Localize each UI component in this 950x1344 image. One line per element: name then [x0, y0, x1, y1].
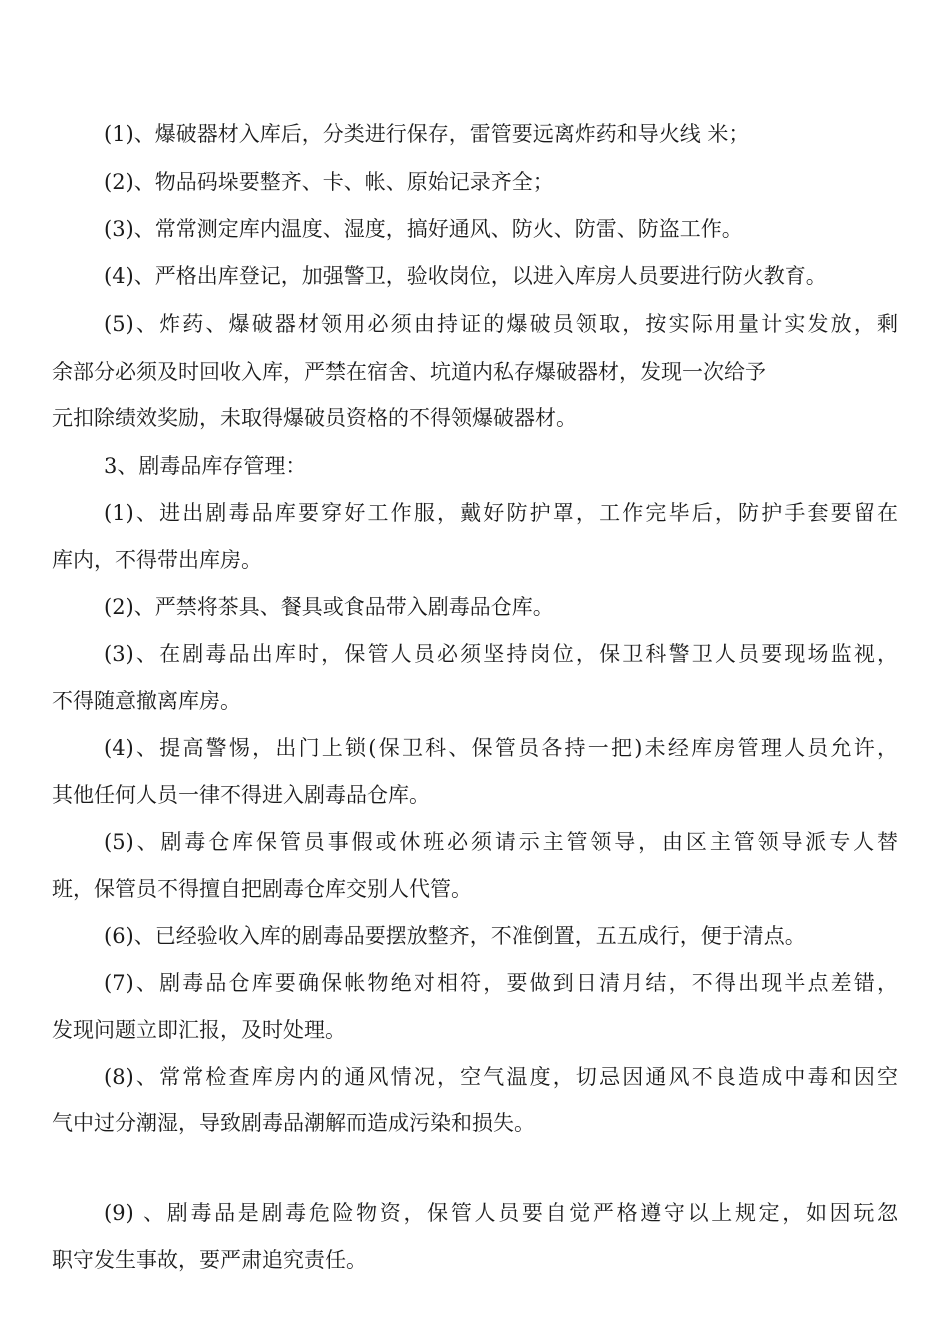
- paragraph-line: (3)、在剧毒品出库时，保管人员必须坚持岗位，保卫科警卫人员要现场监视，: [104, 642, 898, 666]
- paragraph-line: (4)、提高警惕，出门上锁(保卫科、保管员各持一把)未经库房管理人员允许，: [104, 736, 898, 760]
- paragraph-line: (7)、剧毒品仓库要确保帐物绝对相符，要做到日清月结，不得出现半点差错，: [104, 971, 898, 995]
- paragraph-line: (2)、物品码垛要整齐、卡、帐、原始记录齐全；: [104, 170, 554, 194]
- paragraph-line: (6)、已经验收入库的剧毒品要摆放整齐，不准倒置，五五成行，便于清点。: [104, 924, 806, 948]
- paragraph-line: 班，保管员不得擅自把剧毒仓库交别人代管。: [52, 877, 472, 901]
- section-heading: 3、剧毒品库存管理：: [104, 454, 307, 478]
- paragraph-line: 其他任何人员一律不得进入剧毒品仓库。: [52, 783, 430, 807]
- paragraph-line: (5)、炸药、爆破器材领用必须由持证的爆破员领取，按实际用量计实发放，剩: [104, 312, 898, 336]
- paragraph-line: 职守发生事故，要严肃追究责任。: [52, 1248, 367, 1272]
- paragraph-line: (8)、常常检查库房内的通风情况，空气温度，切忌因通风不良造成中毒和因空: [104, 1065, 898, 1089]
- paragraph-line: (9) 、剧毒品是剧毒危险物资，保管人员要自觉严格遵守以上规定，如因玩忽: [104, 1201, 898, 1225]
- paragraph-line: (3)、常常测定库内温度、湿度，搞好通风、防火、防雷、防盗工作。: [104, 217, 743, 241]
- paragraph-line: (2)、严禁将茶具、餐具或食品带入剧毒品仓库。: [104, 595, 554, 619]
- paragraph-line: 库内，不得带出库房。: [52, 548, 262, 572]
- paragraph-line: 气中过分潮湿，导致剧毒品潮解而造成污染和损失。: [52, 1111, 535, 1135]
- paragraph-line: 元扣除绩效奖励，未取得爆破员资格的不得领爆破器材。: [52, 406, 577, 430]
- paragraph-line: (1)、爆破器材入库后，分类进行保存，雷管要远离炸药和导火线 米；: [104, 122, 750, 146]
- paragraph-line: (1)、进出剧毒品库要穿好工作服，戴好防护罩，工作完毕后，防护手套要留在: [104, 501, 898, 525]
- paragraph-line: (4)、严格出库登记，加强警卫，验收岗位，以进入库房人员要进行防火教育。: [104, 264, 827, 288]
- paragraph-line: (5)、剧毒仓库保管员事假或休班必须请示主管领导，由区主管领导派专人替: [104, 830, 898, 854]
- paragraph-line: 余部分必须及时回收入库，严禁在宿舍、坑道内私存爆破器材，发现一次给予: [52, 360, 766, 384]
- paragraph-line: 发现问题立即汇报，及时处理。: [52, 1018, 346, 1042]
- paragraph-line: 不得随意撤离库房。: [52, 689, 241, 713]
